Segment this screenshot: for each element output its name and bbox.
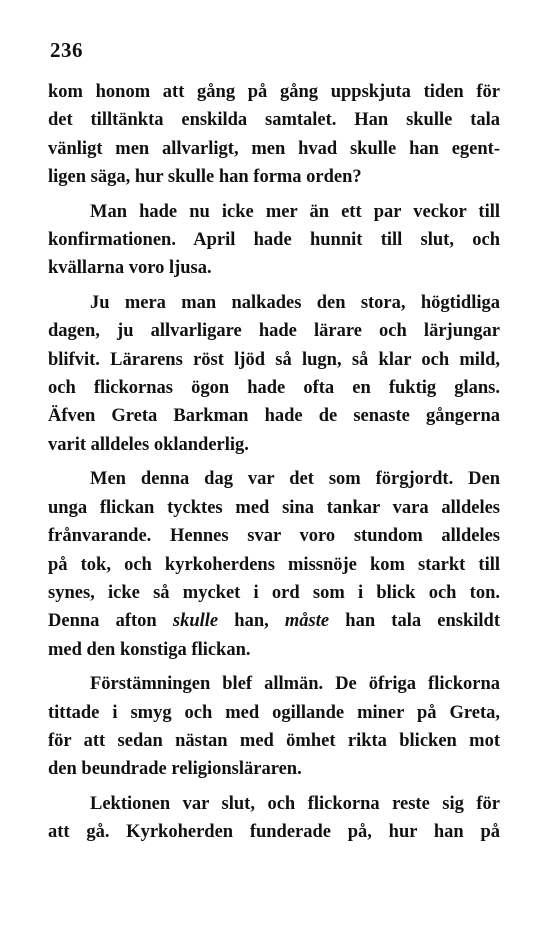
text-line: Man hade nu icke mer än ett par veckor till xyxy=(90,201,500,222)
text-fragment: Denna afton xyxy=(48,611,173,632)
text-line: att gå. Kyrkoherden funderade på, hur han på xyxy=(48,822,500,843)
text-line: och flickornas ögon hade ofta en fuktig glans. xyxy=(48,378,500,399)
text-fragment: han tala enskildt xyxy=(329,611,500,632)
text-line: med den konstiga flickan. xyxy=(48,639,251,660)
text-line: kom honom att gång på gång uppskjuta tiden för xyxy=(48,82,500,102)
book-page xyxy=(48,36,500,853)
text-line: ligen säga, hur skulle han forma orden? xyxy=(48,167,362,188)
text-line: konfirmationen. April hade hunnit till slut, och xyxy=(48,230,500,251)
text-line: Ju mera man nalkades den stora, högtidliga xyxy=(90,292,500,313)
paragraph-6 xyxy=(48,790,500,847)
emphasis-skulle: skulle xyxy=(172,611,219,632)
text-line: det tilltänkta enskilda samtalet. Han skulle tala xyxy=(48,110,500,131)
text-line-with-emphasis xyxy=(48,607,500,635)
text-line: för att sedan nästan med ömhet rikta blicken mot xyxy=(48,730,500,751)
text-line: unga flickan tycktes med sina tankar vara alldeles xyxy=(48,497,500,518)
text-line: frånvarande. Hennes svar voro stundom alldeles xyxy=(48,526,500,547)
text-line: varit alldeles oklanderlig. xyxy=(48,434,249,455)
paragraph-4 xyxy=(48,465,500,664)
text-fragment: han, xyxy=(218,611,285,632)
text-line: Men denna dag var det som förgjordt. Den xyxy=(90,469,500,490)
text-line: tittade i smyg och med ogillande miner på Greta, xyxy=(48,702,500,723)
text-line: Förstämningen blef allmän. De öfriga flickorna xyxy=(90,674,500,695)
paragraph-2 xyxy=(48,198,500,283)
text-line: Äfven Greta Barkman hade de senaste gångerna xyxy=(48,406,500,427)
text-line: den beundrade religionsläraren. xyxy=(48,759,302,780)
paragraph-3 xyxy=(48,289,500,459)
text-line: Lektionen var slut, och flickorna reste sig för xyxy=(90,793,500,814)
emphasis-maste: måste xyxy=(284,611,330,632)
text-line: blifvit. Lärarens röst ljöd så lugn, så klar och mild, xyxy=(48,349,500,370)
text-line: vänligt men allvarligt, men hvad skulle han egent- xyxy=(48,138,500,159)
text-line: på tok, och kyrkoherdens missnöje kom starkt till xyxy=(48,554,500,575)
page-number: 236 xyxy=(50,38,83,62)
text-line: kvällarna voro ljusa. xyxy=(48,258,212,279)
text-line: dagen, ju allvarligare hade lärare och lärjungar xyxy=(48,321,500,342)
paragraph-5 xyxy=(48,670,500,784)
text-line: synes, icke så mycket i ord som i blick och ton. xyxy=(48,582,500,603)
paragraph-1 xyxy=(48,78,500,192)
